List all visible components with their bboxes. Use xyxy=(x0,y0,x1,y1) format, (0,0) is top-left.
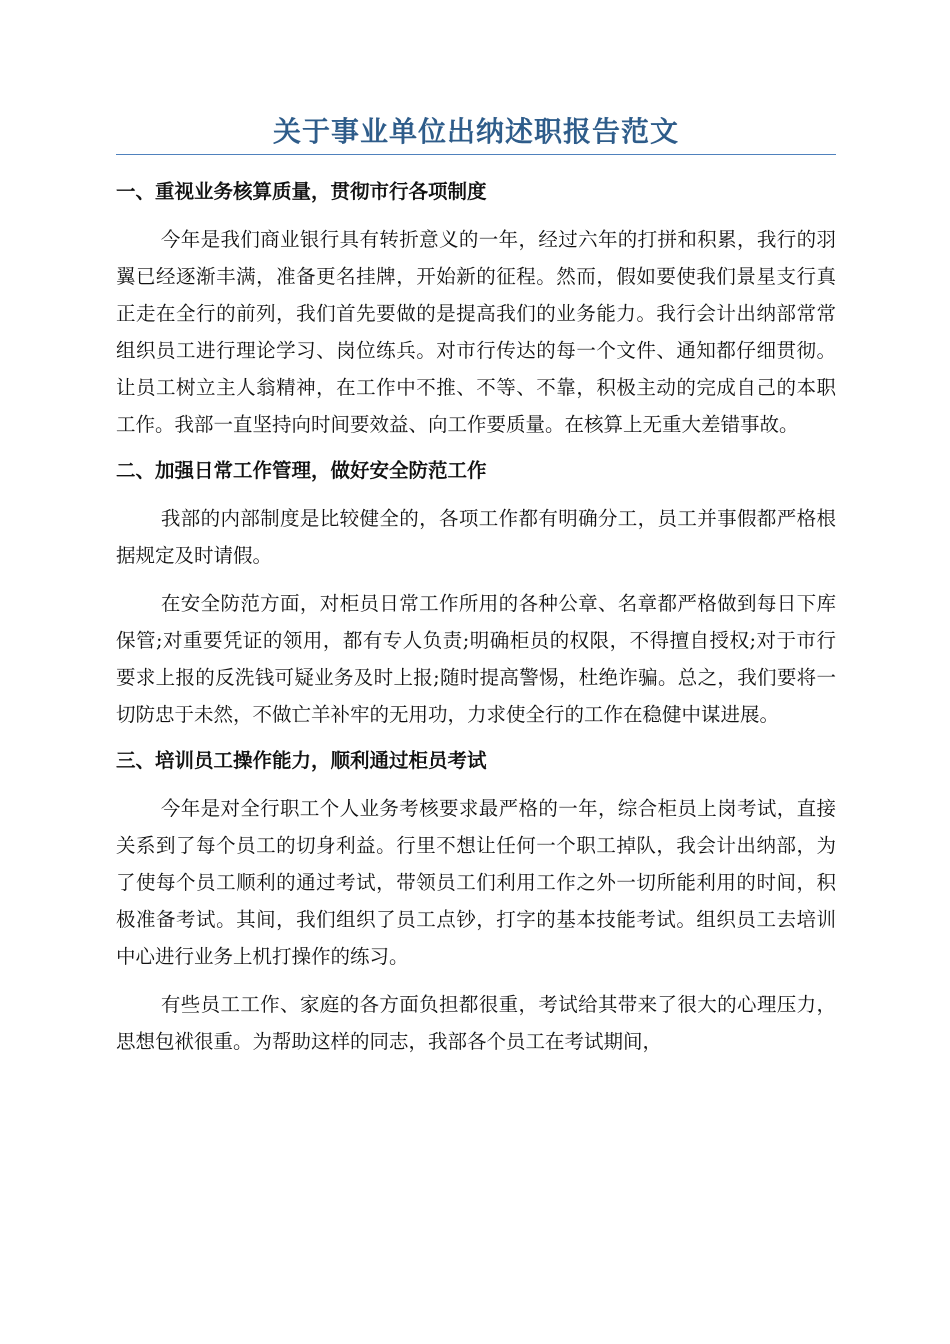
title-underline xyxy=(116,154,836,155)
section-heading: 一、重视业务核算质量，贯彻市行各项制度 xyxy=(116,180,487,203)
document-page xyxy=(116,112,836,1071)
section-1 xyxy=(116,175,836,443)
section-paragraph: 我部的内部制度是比较健全的，各项工作都有明确分工，员工并事假都严格根据规定及时请假。 xyxy=(116,507,836,567)
section-paragraph: 今年是我们商业银行具有转折意义的一年，经过六年的打拼和积累，我行的羽翼已经逐渐丰满，准备更名挂牌，开始新的征程。然而，假如要使我们景星支行真正走在全行的前列，我们首先要做的是提高我们的业务能力。我行会计出纳部常常组织员工进行理论学习、岗位练兵。对市行传达的每一个文件、通知都仔细贯彻。让员工树立主人翁精神，在工作中不推、不等、不靠，积极主动的完成自己的本职工作。我部一直坚持向时间要效益、向工作要质量。在核算上无重大差错事故。 xyxy=(116,228,836,436)
section-2 xyxy=(116,454,836,733)
section-paragraph: 在安全防范方面，对柜员日常工作所用的各种公章、名章都严格做到每日下库保管;对重要凭证的领用，都有专人负责;明确柜员的权限，不得擅自授权;对于市行要求上报的反洗钱可疑业务及时上报;随时提高警惕，杜绝诈骗。总之，我们要将一切防忠于未然，不做亡羊补牢的无用功，力求使全行的工作在稳健中谋进展。 xyxy=(116,592,836,726)
section-paragraph: 有些员工工作、家庭的各方面负担都很重，考试给其带来了很大的心理压力，思想包袱很重。为帮助这样的同志，我部各个员工在考试期间， xyxy=(116,993,836,1053)
section-3 xyxy=(116,744,836,1060)
section-paragraph: 今年是对全行职工个人业务考核要求最严格的一年，综合柜员上岗考试，直接关系到了每个员工的切身利益。行里不想让任何一个职工掉队，我会计出纳部，为了使每个员工顺利的通过考试，带领员工们利用工作之外一切所能利用的时间，积极准备考试。其间，我们组织了员工点钞，打字的基本技能考试。组织员工去培训中心进行业务上机打操作的练习。 xyxy=(116,797,836,968)
document-title: 关于事业单位出纳述职报告范文 xyxy=(272,115,679,148)
section-heading: 二、加强日常工作管理，做好安全防范工作 xyxy=(116,459,487,482)
section-heading: 三、培训员工操作能力，顺利通过柜员考试 xyxy=(116,749,487,772)
